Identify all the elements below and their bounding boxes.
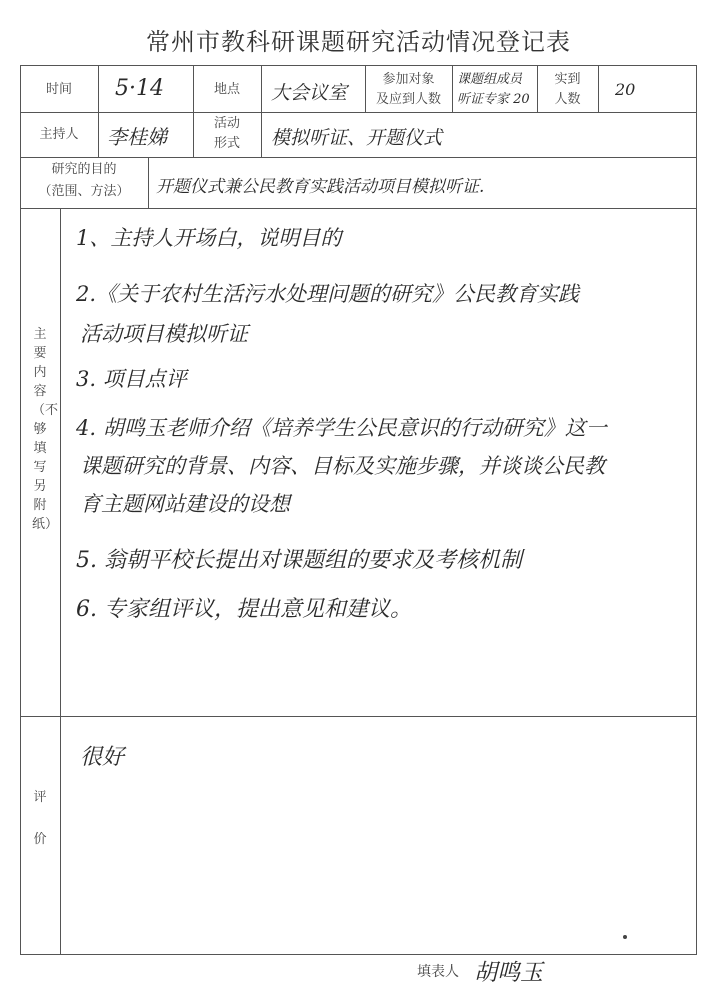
participants-value-1: 课题组成员 [457,72,523,87]
column-divider [452,65,453,112]
row-divider [20,716,697,717]
activity-value: 模拟听证、开题仪式 [271,127,443,149]
content-label: 主要内容（不够填写另附纸） [32,327,59,532]
content-item: 5. 翁朝平校长提出对课题组的要求及考核机制 [76,548,522,573]
location-value: 大会议室 [271,82,348,104]
row-divider [20,208,697,209]
participants-value-2: 听证专家 20 [457,92,530,107]
form-title: 常州市教科研课题研究活动情况登记表 [146,28,571,56]
filler-signature: 胡鸣玉 [474,960,543,986]
column-divider [261,65,262,157]
content-item: 活动项目模拟听证 [80,322,248,346]
row-divider [20,112,697,113]
host-label: 主持人 [39,127,79,142]
purpose-label-1: 研究的目的 [51,162,117,177]
location-label: 地点 [213,82,240,97]
evaluation-label-2: 价 [33,832,47,847]
column-divider [98,65,99,157]
actual-label-2: 人数 [554,92,581,107]
content-item: 3. 项目点评 [76,367,187,391]
activity-label-2: 形式 [213,136,240,151]
column-divider [598,65,599,112]
participants-label-2: 及应到人数 [375,92,441,107]
content-item: 育主题网站建设的设想 [80,492,290,516]
content-item: 4. 胡鸣玉老师介绍《培养学生公民意识的行动研究》这一 [76,416,607,440]
actual-label-1: 实到 [554,72,581,87]
filler-label: 填表人 [417,964,459,980]
content-item: 课题研究的背景、内容、目标及实施步骤，并谈谈公民教 [80,454,605,478]
time-label: 时间 [45,82,72,97]
content-item: 2.《关于农村生活污水处理问题的研究》公民教育实践 [76,282,580,306]
ink-dot [623,935,627,939]
column-divider [148,157,149,208]
evaluation-value: 很好 [80,745,125,770]
host-value: 李桂娣 [107,125,167,149]
activity-label-1: 活动 [213,116,240,131]
time-value: 5·14 [115,76,164,101]
purpose-label-2: （范围、方法） [38,184,130,199]
evaluation-label-1: 评 [33,790,47,805]
purpose-value: 开题仪式兼公民教育实践活动项目模拟听证. [156,177,485,197]
actual-value: 20 [615,80,636,99]
participants-label-1: 参加对象 [382,72,435,87]
row-divider [20,157,697,158]
content-item: 1、主持人开场白，说明目的 [76,226,342,250]
content-item: 6. 专家组评议，提出意见和建议。 [76,597,412,622]
column-divider [60,208,61,955]
